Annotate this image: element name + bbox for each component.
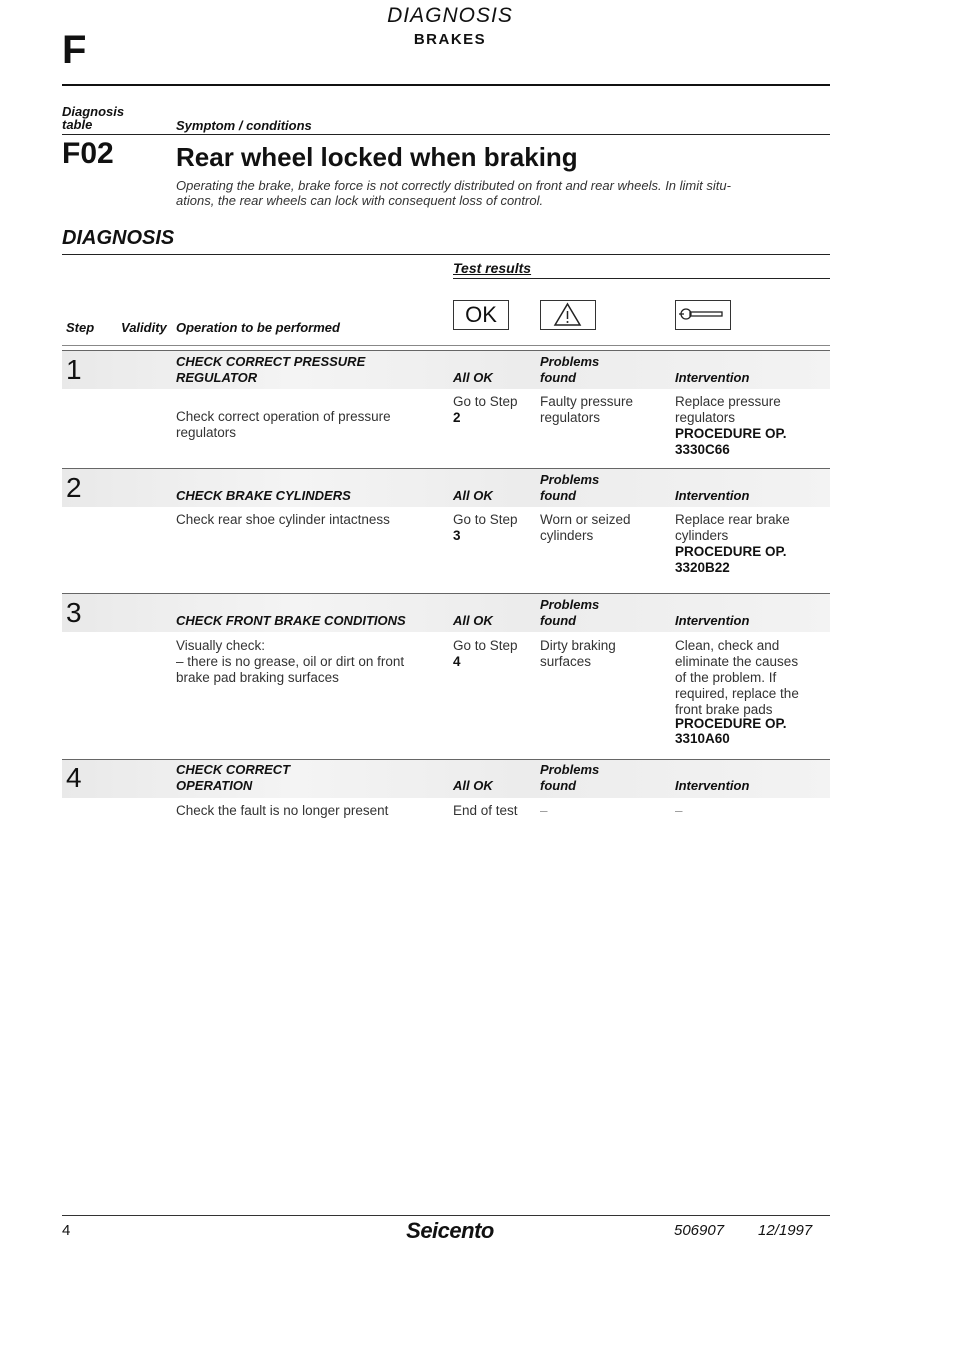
footer-rule	[62, 1215, 830, 1216]
all-ok-label: All OK	[453, 370, 493, 385]
intervention-line-2: regulators	[675, 410, 736, 425]
problems-label-line-2: found	[540, 613, 577, 628]
problem-line-2: surfaces	[540, 654, 592, 669]
section-letter: F	[62, 28, 87, 72]
description-line-2: ations, the rear wheels can lock with consequent loss of control.	[176, 193, 544, 208]
header-title: DIAGNOSIS	[387, 4, 513, 27]
problems-label-line-1: Problems	[540, 762, 600, 777]
procedure-line-1: PROCEDURE OP.	[675, 544, 787, 559]
all-ok-label: All OK	[453, 778, 493, 793]
intervention-line-2: eliminate the causes	[675, 654, 799, 669]
intervention-label: Intervention	[675, 613, 750, 628]
all-ok-label: All OK	[453, 488, 493, 503]
problems-label-line-1: Problems	[540, 597, 600, 612]
intervention-line-3: of the problem. If	[675, 670, 777, 685]
test-results-label: Test results	[453, 260, 532, 276]
warning-icon	[540, 300, 596, 330]
goto-line-2: 2	[453, 410, 461, 425]
check-title-line-2: REGULATOR	[176, 370, 258, 385]
intervention-label: Intervention	[675, 778, 750, 793]
check-title-line-2: OPERATION	[176, 778, 253, 793]
page-number: 4	[62, 1222, 71, 1239]
problem-line-1: –	[540, 803, 548, 818]
main-title: Rear wheel locked when braking	[176, 142, 578, 172]
diagnosis-label: Diagnosis	[62, 104, 125, 119]
step-number: 3	[66, 597, 82, 628]
goto-line-2: 3	[453, 528, 461, 543]
wrench-icon	[675, 300, 731, 330]
column-validity: Validity	[121, 320, 167, 335]
problem-line-1: Faulty pressure	[540, 394, 634, 409]
test-results-rule	[453, 278, 830, 279]
procedure-line-1: PROCEDURE OP.	[675, 716, 787, 731]
problem-line-2: cylinders	[540, 528, 594, 543]
check-title-line-1: CHECK CORRECT	[176, 762, 291, 777]
all-ok-label: All OK	[453, 613, 493, 628]
intervention-label: Intervention	[675, 488, 750, 503]
ok-icon	[453, 300, 509, 330]
problems-label-line-2: found	[540, 488, 577, 503]
column-step: Step	[66, 320, 95, 335]
step-number: 4	[66, 762, 82, 793]
column-header-rule	[62, 345, 830, 346]
intervention-line-1: Replace pressure	[675, 394, 781, 409]
document-date: 12/1997	[758, 1222, 813, 1239]
symptom-label: Symptom / conditions	[176, 118, 312, 133]
procedure-line-2: 3310A60	[675, 731, 730, 746]
procedure-line-2: 3330C66	[675, 442, 730, 457]
problems-label-line-1: Problems	[540, 354, 600, 369]
goto-line-2: 4	[453, 654, 461, 669]
operation-line-1: Check the fault is no longer present	[176, 803, 389, 818]
step-number: 2	[66, 472, 82, 503]
column-operation: Operation to be performed	[176, 320, 340, 335]
procedure-line-1: PROCEDURE OP.	[675, 426, 787, 441]
operation-line-1: Check correct operation of pressure	[176, 409, 391, 424]
intervention-line-4: required, replace the	[675, 686, 799, 701]
problems-label-line-2: found	[540, 370, 577, 385]
check-title-line-2: CHECK FRONT BRAKE CONDITIONS	[176, 613, 406, 628]
intervention-line-1: –	[675, 803, 683, 818]
description-line-1: Operating the brake, brake force is not correctly distributed on front and rear wheels. In limit situ-	[176, 178, 731, 193]
problem-line-1: Dirty braking	[540, 638, 616, 653]
operation-line-2: – there is no grease, oil or dirt on front	[176, 654, 405, 669]
operation-line-3: brake pad braking surfaces	[176, 670, 339, 685]
table-header-rule	[62, 134, 830, 135]
brand-logo-text: Seicento	[406, 1218, 494, 1243]
header-subtitle: BRAKES	[413, 31, 487, 48]
goto-line-1: Go to Step	[453, 638, 518, 653]
intervention-line-1: Replace rear brake	[675, 512, 790, 527]
diagnosis-heading: DIAGNOSIS	[62, 227, 175, 249]
operation-line-1: Visually check:	[176, 638, 266, 653]
document-number: 506907	[674, 1222, 725, 1239]
intervention-line-2: cylinders	[675, 528, 729, 543]
operation-line-2: regulators	[176, 425, 237, 440]
procedure-line-2: 3320B22	[675, 560, 730, 575]
header-rule	[62, 84, 830, 86]
step-number: 1	[66, 354, 82, 385]
operation-line-1: Check rear shoe cylinder intactness	[176, 512, 390, 527]
diagnosis-rule	[62, 254, 830, 255]
problems-label-line-1: Problems	[540, 472, 600, 487]
goto-line-1: End of test	[453, 803, 518, 818]
diagnosis-code: F02	[62, 137, 114, 170]
goto-line-1: Go to Step	[453, 512, 518, 527]
problem-line-1: Worn or seized	[540, 512, 631, 527]
ok-icon-text: OK	[465, 302, 497, 327]
intervention-line-5: front brake pads	[675, 702, 773, 717]
problems-label-line-2: found	[540, 778, 577, 793]
intervention-label: Intervention	[675, 370, 750, 385]
goto-line-1: Go to Step	[453, 394, 518, 409]
check-title-line-2: CHECK BRAKE CYLINDERS	[176, 488, 351, 503]
intervention-line-1: Clean, check and	[675, 638, 780, 653]
table-label: table	[62, 117, 93, 132]
check-title-line-1: CHECK CORRECT PRESSURE	[176, 354, 366, 369]
problem-line-2: regulators	[540, 410, 601, 425]
